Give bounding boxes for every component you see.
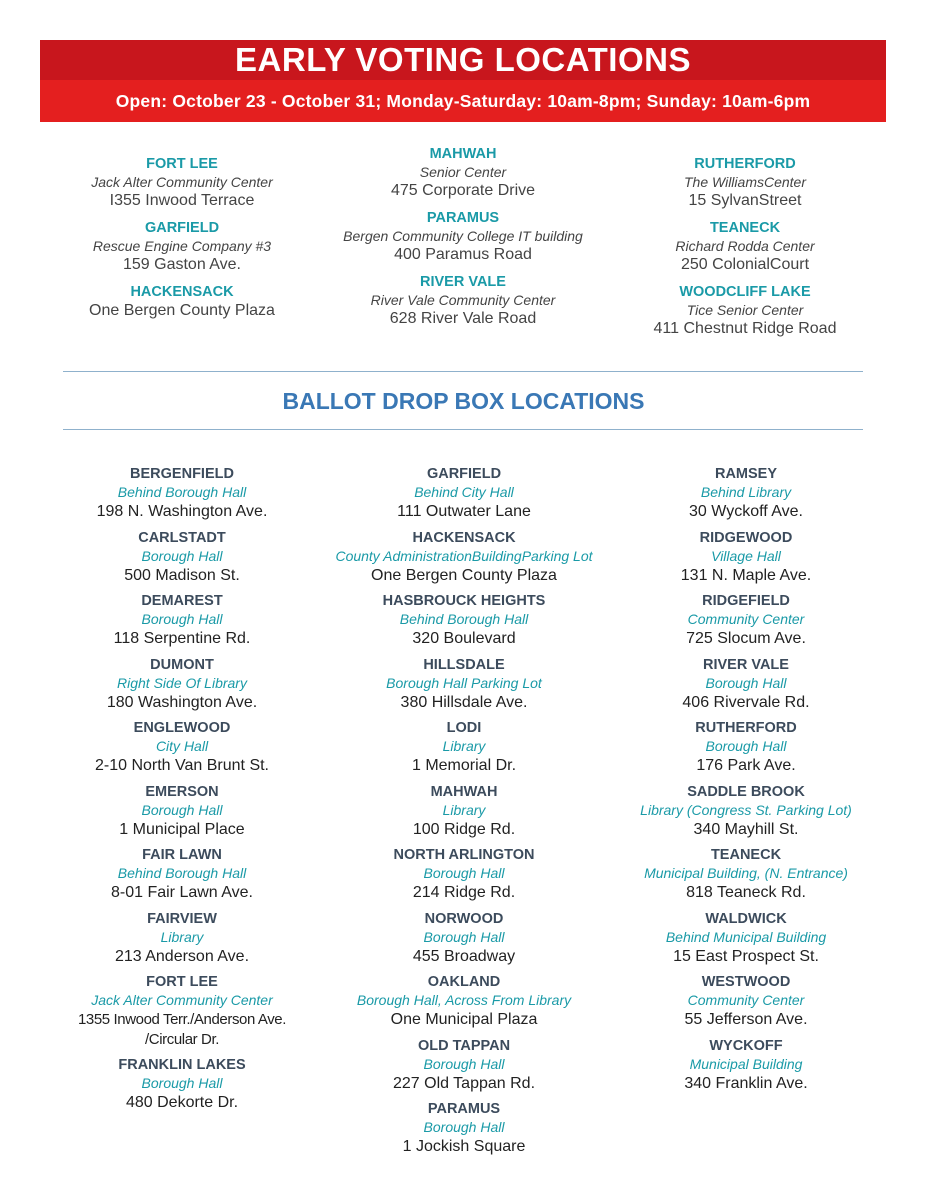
location-venue: Behind Municipal Building bbox=[665, 928, 827, 945]
location-city: GARFIELD bbox=[426, 466, 502, 482]
early-voting-column-2 bbox=[343, 145, 583, 337]
drop-box-location bbox=[334, 973, 594, 1030]
drop-box-location bbox=[334, 910, 594, 967]
location-address: 480 Dekorte Dr. bbox=[125, 1094, 239, 1111]
early-voting-location bbox=[343, 209, 583, 265]
drop-box-location bbox=[616, 465, 876, 522]
drop-box-location bbox=[334, 465, 594, 522]
location-venue: Behind Borough Hall bbox=[399, 611, 529, 627]
location-venue: Tice Senior Center bbox=[686, 302, 804, 318]
location-venue: The WilliamsCenter bbox=[683, 174, 806, 190]
drop-box-location bbox=[334, 592, 594, 649]
location-address: 406 Rivervale Rd. bbox=[682, 693, 810, 711]
early-voting-location bbox=[625, 283, 865, 339]
location-city: NORWOOD bbox=[424, 910, 504, 927]
location-city: RUTHERFORD bbox=[695, 720, 797, 736]
location-city: OLD TAPPAN bbox=[417, 1037, 511, 1054]
location-city: WESTWOOD bbox=[701, 974, 791, 990]
location-address: 475 Corporate Drive bbox=[390, 182, 536, 199]
drop-box-location bbox=[616, 719, 876, 776]
drop-box-location bbox=[616, 783, 876, 840]
location-address: 500 Madison St. bbox=[124, 566, 240, 584]
location-address: 1355 Inwood Terr./Anderson Ave. /Circular Dr. bbox=[77, 1011, 287, 1048]
location-venue: Jack Alter Community Center bbox=[91, 992, 273, 1008]
location-city: HACKENSACK bbox=[412, 529, 516, 546]
drop-box-location bbox=[334, 529, 594, 586]
location-city: MAHWAH bbox=[429, 146, 497, 162]
drop-box-location bbox=[334, 656, 594, 713]
location-venue: Municipal Building bbox=[689, 1055, 803, 1072]
location-address: 213 Anderson Ave. bbox=[114, 947, 250, 965]
location-venue: Behind Borough Hall bbox=[117, 484, 247, 500]
location-venue: Jack Alter Community Center bbox=[91, 174, 273, 190]
location-address: 15 SylvanStreet bbox=[688, 192, 802, 209]
location-city: OAKLAND bbox=[427, 974, 501, 990]
location-address: 30 Wyckoff Ave. bbox=[689, 503, 803, 520]
location-address: 1 Memorial Dr. bbox=[411, 757, 517, 774]
location-address: 118 Serpentine Rd. bbox=[113, 630, 251, 647]
location-address: 818 Teaneck Rd. bbox=[686, 884, 806, 901]
location-venue: Library bbox=[442, 738, 486, 754]
location-venue: Right Side Of Library bbox=[117, 674, 247, 691]
location-venue: Borough Hall bbox=[141, 611, 223, 627]
location-venue: Behind Library bbox=[700, 484, 792, 500]
location-city: RUTHERFORD bbox=[694, 156, 796, 172]
location-venue: Borough Hall, Across From Library bbox=[356, 992, 572, 1008]
location-city: TEANECK bbox=[710, 847, 782, 863]
location-city: WYCKOFF bbox=[709, 1037, 783, 1054]
drop-box-location bbox=[334, 1037, 594, 1094]
location-venue: Bergen Community College IT building bbox=[343, 228, 583, 244]
drop-box-location bbox=[616, 656, 876, 713]
divider-top bbox=[63, 371, 863, 372]
early-voting-location bbox=[343, 145, 583, 201]
location-venue: Community Center bbox=[687, 611, 805, 627]
location-venue: Library bbox=[442, 801, 486, 818]
location-address: 2-10 North Van Brunt St. bbox=[94, 757, 269, 774]
location-city: RIVER VALE bbox=[703, 656, 789, 673]
location-venue: River Vale Community Center bbox=[370, 292, 556, 308]
location-address: 380 Hillsdale Ave. bbox=[400, 693, 528, 711]
header-banner bbox=[40, 40, 886, 122]
drop-box-location bbox=[52, 465, 312, 522]
early-voting-column-3 bbox=[625, 155, 865, 347]
divider-bottom bbox=[63, 429, 863, 430]
location-city: CARLSTADT bbox=[138, 529, 226, 546]
early-voting-location bbox=[62, 219, 302, 275]
location-city: FORT LEE bbox=[146, 156, 218, 172]
location-city: HASBROUCK HEIGHTS bbox=[382, 593, 546, 609]
location-venue: Borough Hall bbox=[705, 674, 787, 691]
location-address: 55 Jefferson Ave. bbox=[684, 1011, 808, 1028]
location-city: RIDGEFIELD bbox=[702, 593, 790, 609]
location-venue: Borough Hall bbox=[141, 801, 223, 818]
location-venue: Library (Congress St. Parking Lot) bbox=[640, 801, 852, 818]
drop-box-location bbox=[616, 1037, 876, 1094]
drop-box-location bbox=[52, 1056, 312, 1113]
drop-box-location bbox=[52, 973, 312, 1049]
location-venue: Richard Rodda Center bbox=[675, 238, 815, 254]
location-address: 111 Outwater Lane bbox=[397, 503, 531, 520]
location-address: 320 Boulevard bbox=[412, 630, 516, 647]
early-voting-column-1 bbox=[62, 155, 302, 329]
location-city: LODI bbox=[446, 720, 482, 736]
drop-box-location bbox=[52, 910, 312, 967]
drop-box-column-3 bbox=[616, 465, 876, 1100]
location-city: PARAMUS bbox=[426, 210, 500, 226]
location-address: 1 Municipal Place bbox=[119, 820, 245, 838]
location-address: 400 Paramus Road bbox=[394, 246, 532, 263]
drop-box-location bbox=[616, 592, 876, 649]
early-voting-location bbox=[343, 273, 583, 329]
early-voting-location bbox=[62, 283, 302, 321]
location-address: One Bergen County Plaza bbox=[371, 566, 557, 584]
location-venue: Borough Hall bbox=[705, 738, 787, 754]
early-voting-location bbox=[62, 155, 302, 211]
drop-box-location bbox=[52, 592, 312, 649]
location-venue: Senior Center bbox=[419, 164, 507, 180]
drop-box-location bbox=[334, 846, 594, 903]
location-city: TEANECK bbox=[709, 220, 781, 236]
location-address: 227 Old Tappan Rd. bbox=[392, 1074, 536, 1092]
hours-subtitle: Open: October 23 - October 31; Monday-Saturday: 10am-8pm; Sunday: 10am-6pm bbox=[115, 91, 811, 111]
location-venue: Community Center bbox=[687, 992, 805, 1008]
drop-box-location bbox=[334, 1100, 594, 1157]
location-address: 180 Washington Ave. bbox=[106, 693, 258, 711]
drop-box-column-2 bbox=[334, 465, 594, 1164]
location-venue: County AdministrationBuildingParking Lot bbox=[335, 547, 593, 564]
location-address: 340 Mayhill St. bbox=[693, 820, 799, 838]
drop-box-column-1 bbox=[52, 465, 312, 1120]
location-address: 8-01 Fair Lawn Ave. bbox=[110, 884, 253, 901]
location-city: FAIR LAWN bbox=[142, 847, 222, 863]
location-city: NORTH ARLINGTON bbox=[393, 847, 535, 863]
drop-box-location bbox=[334, 783, 594, 840]
location-city: DUMONT bbox=[150, 656, 214, 673]
location-city: DEMAREST bbox=[141, 593, 223, 609]
location-address: 176 Park Ave. bbox=[696, 757, 796, 774]
early-voting-location bbox=[625, 155, 865, 211]
location-address: 250 ColonialCourt bbox=[680, 256, 810, 273]
location-city: HILLSDALE bbox=[423, 656, 505, 673]
location-city: RIVER VALE bbox=[420, 274, 506, 290]
location-venue: Borough Hall bbox=[423, 1119, 505, 1135]
page-title: EARLY VOTING LOCATIONS bbox=[40, 40, 886, 80]
drop-box-location bbox=[334, 719, 594, 776]
location-city: SADDLE BROOK bbox=[687, 783, 805, 800]
drop-box-heading: BALLOT DROP BOX LOCATIONS bbox=[282, 388, 645, 414]
location-address: One Bergen County Plaza bbox=[89, 302, 275, 319]
location-address: 159 Gaston Ave. bbox=[122, 256, 241, 273]
location-address: 100 Ridge Rd. bbox=[412, 820, 516, 838]
location-city: BERGENFIELD bbox=[130, 466, 234, 482]
location-address: 725 Slocum Ave. bbox=[686, 630, 806, 647]
location-address: 455 Broadway bbox=[412, 947, 516, 965]
location-city: RAMSEY bbox=[714, 466, 778, 482]
location-city: FRANKLIN LAKES bbox=[118, 1057, 246, 1073]
drop-box-location bbox=[52, 783, 312, 840]
location-address: 198 N. Washington Ave. bbox=[96, 503, 268, 520]
location-city: GARFIELD bbox=[144, 220, 220, 236]
location-venue: Behind Borough Hall bbox=[117, 865, 247, 881]
location-address: 411 Chestnut Ridge Road bbox=[653, 320, 837, 337]
location-address: 1 Jockish Square bbox=[402, 1138, 526, 1155]
location-city: FORT LEE bbox=[146, 974, 218, 990]
location-address: I355 Inwood Terrace bbox=[109, 192, 255, 209]
location-city: HACKENSACK bbox=[130, 284, 234, 300]
location-venue: Borough Hall bbox=[141, 1075, 223, 1091]
drop-box-location bbox=[616, 910, 876, 967]
location-venue: Borough Hall bbox=[423, 928, 505, 945]
location-city: FAIRVIEW bbox=[147, 910, 217, 927]
location-city: WALDWICK bbox=[705, 910, 787, 927]
location-venue: Borough Hall Parking Lot bbox=[386, 674, 542, 691]
drop-box-location bbox=[52, 719, 312, 776]
location-city: PARAMUS bbox=[427, 1101, 501, 1117]
location-address: 628 River Vale Road bbox=[389, 310, 537, 327]
location-city: WOODCLIFF LAKE bbox=[679, 284, 811, 300]
drop-box-location bbox=[616, 529, 876, 586]
location-city: ENGLEWOOD bbox=[133, 720, 231, 736]
location-address: 214 Ridge Rd. bbox=[412, 884, 516, 901]
location-city: RIDGEWOOD bbox=[699, 529, 793, 546]
location-address: One Municipal Plaza bbox=[390, 1011, 538, 1028]
location-venue: Rescue Engine Company #3 bbox=[92, 238, 272, 254]
location-city: EMERSON bbox=[145, 783, 219, 800]
location-venue: Borough Hall bbox=[141, 547, 223, 564]
location-address: 131 N. Maple Ave. bbox=[680, 566, 812, 584]
early-voting-location bbox=[625, 219, 865, 275]
location-venue: Municipal Building, (N. Entrance) bbox=[644, 865, 848, 881]
location-venue: Village Hall bbox=[711, 547, 781, 564]
location-address: 340 Franklin Ave. bbox=[684, 1074, 808, 1092]
location-venue: Borough Hall bbox=[423, 1055, 505, 1072]
drop-box-location bbox=[52, 656, 312, 713]
drop-box-location bbox=[52, 846, 312, 903]
location-address: 15 East Prospect St. bbox=[673, 947, 819, 965]
drop-box-location bbox=[616, 846, 876, 903]
location-venue: Borough Hall bbox=[423, 865, 505, 881]
location-venue: Library bbox=[160, 928, 204, 945]
location-city: MAHWAH bbox=[430, 783, 498, 800]
drop-box-location bbox=[616, 973, 876, 1030]
drop-box-location bbox=[52, 529, 312, 586]
location-venue: City Hall bbox=[155, 738, 209, 754]
location-venue: Behind City Hall bbox=[414, 484, 514, 500]
